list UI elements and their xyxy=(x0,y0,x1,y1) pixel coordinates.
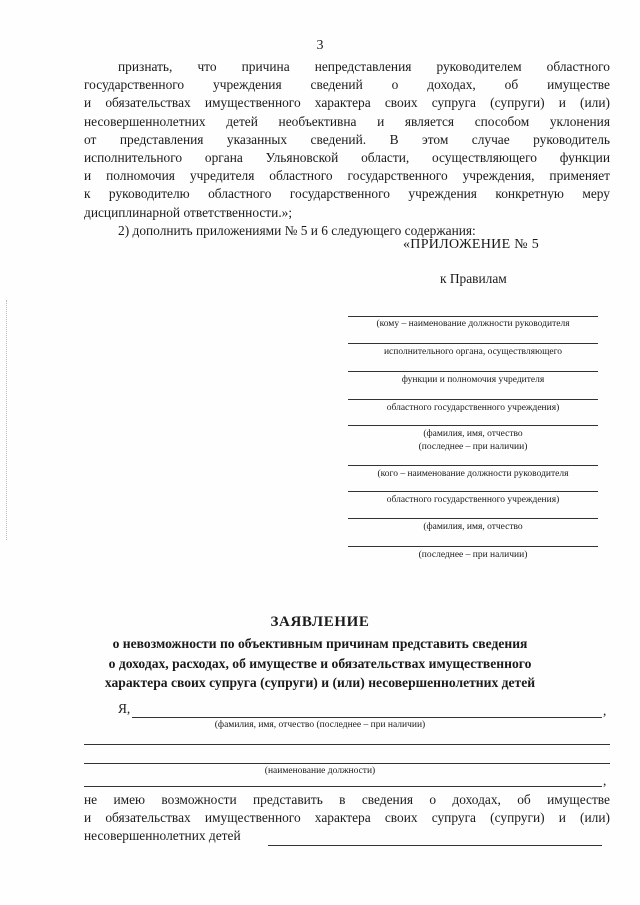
statement-line: несовершеннолетних детей xyxy=(84,828,241,844)
paragraph-line: и полномочия учредителя областного государственного учреждения, применяет xyxy=(84,168,610,184)
blank-line[interactable] xyxy=(348,491,598,492)
paragraph-line: от представления указанных сведений. В этом случае руководитель xyxy=(84,131,610,147)
paragraph-line: к руководителю областного государственного учреждения конкретную меру xyxy=(84,186,610,202)
body-paragraph xyxy=(84,58,610,222)
blank-line[interactable] xyxy=(348,316,598,317)
blank-line[interactable] xyxy=(348,518,598,519)
item-2: 2) дополнить приложениями № 5 и 6 следующего содержания: xyxy=(118,223,476,238)
field-caption: областного государственного учреждения) xyxy=(386,403,560,413)
paragraph-line: несовершеннолетних детей необъективна и является способом уклонения xyxy=(84,113,610,129)
paragraph-line: исполнительного органа Ульяновской области, осуществляющего функции xyxy=(84,150,610,166)
field-caption: (последнее – при наличии) xyxy=(418,550,528,560)
position-field-line[interactable] xyxy=(84,763,610,764)
paragraph-line: и обязательствах имущественного характера своих супруга (супруги) и (или) xyxy=(84,95,610,111)
subtitle-line: о доходах, расходах, об имуществе и обязательствах имущественного xyxy=(108,655,532,671)
appendix-subheading: к Правилам xyxy=(440,271,507,286)
subtitle-line: характера своих супруга (супруги) и (или) несовершеннолетних детей xyxy=(104,675,536,690)
statement-subtitle xyxy=(0,634,640,693)
field-caption: (фамилия, имя, отчество xyxy=(423,429,523,439)
subtitle-line: о невозможности по объективным причинам представить сведения xyxy=(112,636,528,651)
statement-line: и обязательствах имущественного характера своих супруга (супруги) и (или) xyxy=(84,810,610,826)
statement-text xyxy=(84,791,610,846)
name-field-line[interactable] xyxy=(132,717,602,718)
comma: , xyxy=(603,773,607,788)
paragraph-line: признать, что причина непредставления руководителем областного xyxy=(118,59,610,74)
field-caption: (последнее – при наличии) xyxy=(418,442,528,452)
blank-line[interactable] xyxy=(348,399,598,400)
scan-margin-marks xyxy=(6,300,9,540)
blank-line[interactable] xyxy=(348,343,598,344)
field-caption: (кому – наименование должности руководителя xyxy=(376,319,570,329)
name-field-caption: (фамилия, имя, отчество (последнее – при наличии) xyxy=(214,720,426,730)
appendix-heading: «ПРИЛОЖЕНИЕ № 5 xyxy=(403,237,539,252)
statement-line: не имею возможности представить в сведения о доходах, об имуществе xyxy=(84,792,610,807)
paragraph-line: дисциплинарной ответственности.»; xyxy=(84,204,293,220)
blank-line[interactable] xyxy=(348,425,598,426)
field-caption: исполнительного органа, осуществляющего xyxy=(383,347,563,357)
children-field-line[interactable] xyxy=(268,845,602,846)
i-label: Я, xyxy=(118,701,131,716)
blank-line[interactable] xyxy=(84,744,610,745)
field-caption: областного государственного учреждения) xyxy=(386,495,560,505)
position-field-caption: (наименование должности) xyxy=(264,766,376,776)
field-caption: функции и полномочия учредителя xyxy=(401,375,545,385)
page-number: 3 xyxy=(316,38,324,53)
blank-line[interactable] xyxy=(348,546,598,547)
field-caption: (кого – наименование должности руководителя xyxy=(377,469,569,479)
blank-line[interactable] xyxy=(348,371,598,372)
comma: , xyxy=(603,703,607,718)
statement-title: ЗАЯВЛЕНИЕ xyxy=(270,614,370,630)
field-caption: (фамилия, имя, отчество xyxy=(423,522,523,532)
paragraph-line: государственного учреждения сведений о доходах, об имуществе xyxy=(84,77,610,93)
blank-line[interactable] xyxy=(348,465,598,466)
blank-line[interactable] xyxy=(84,786,602,787)
